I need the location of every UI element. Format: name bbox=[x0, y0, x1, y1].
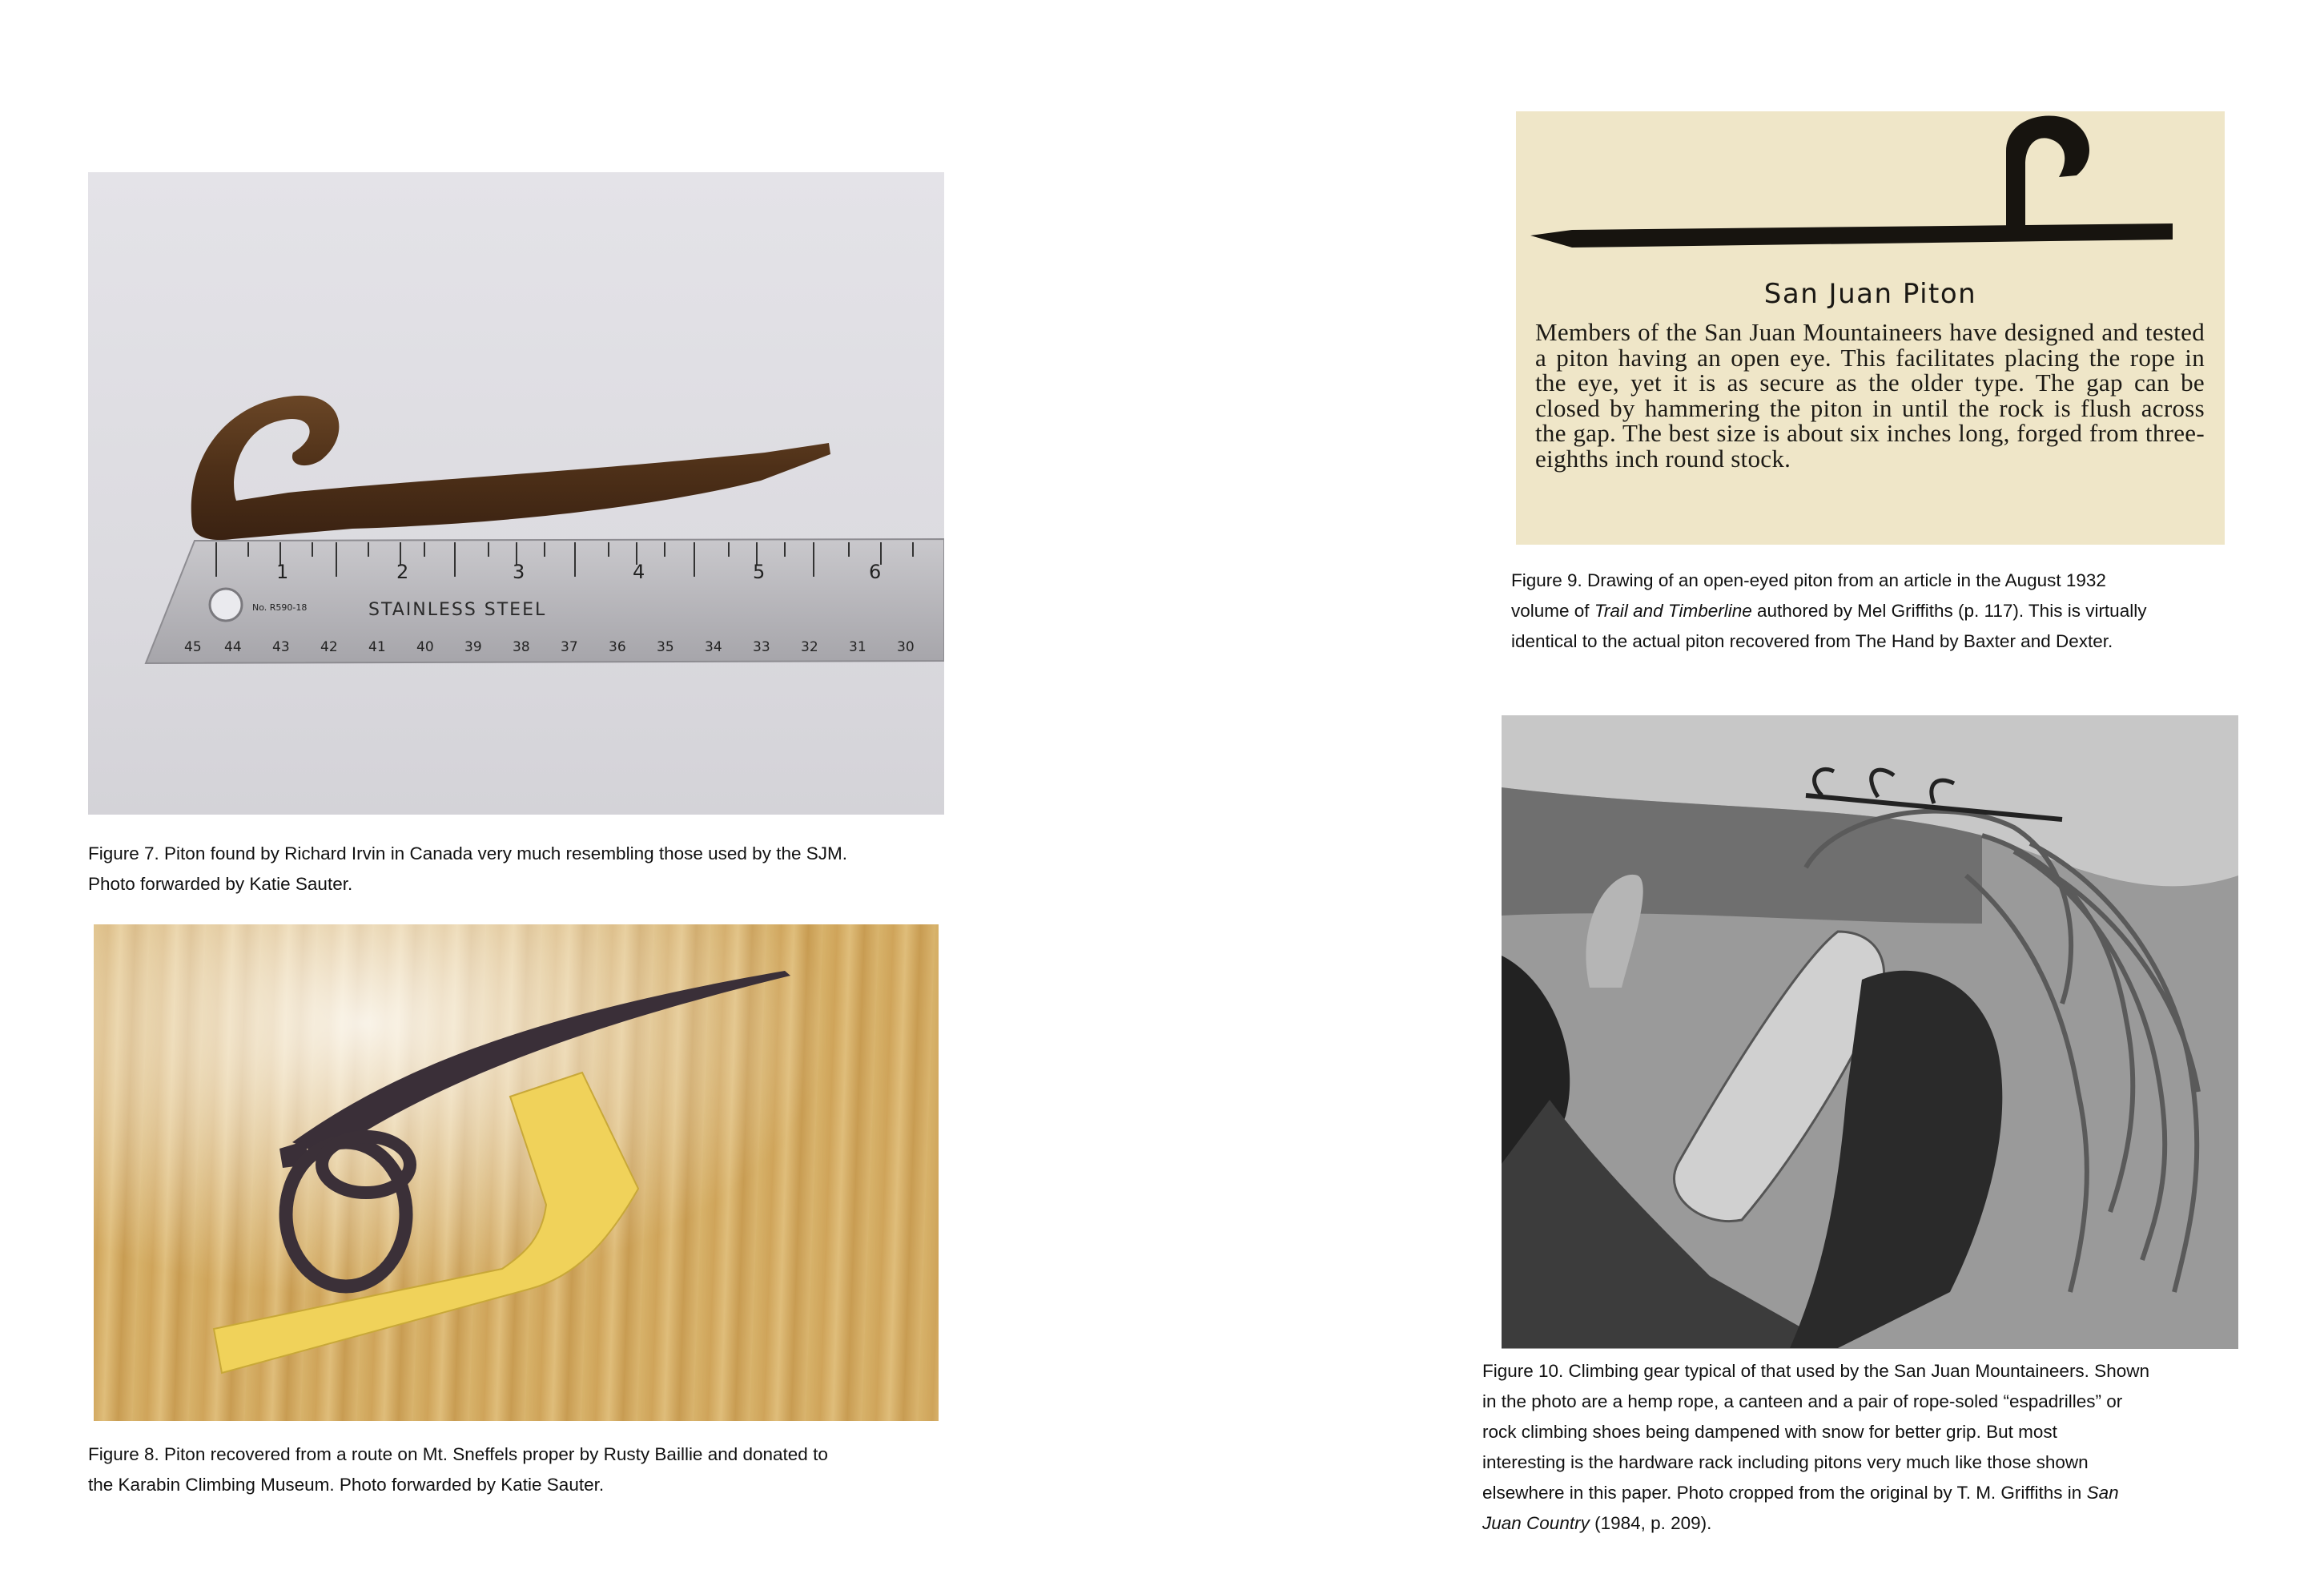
svg-text:41: 41 bbox=[368, 639, 386, 655]
caption-line: Figure 8. Piton recovered from a route on Mt. Sneffels proper by Rusty Baillie and donated to bbox=[88, 1444, 828, 1464]
caption-line: interesting is the hardware rack including pitons very much like those shown bbox=[1482, 1452, 2089, 1472]
caption-text: volume of bbox=[1511, 601, 1594, 621]
caption-italic: Juan Country bbox=[1482, 1513, 1590, 1533]
drawn-piton-shaft bbox=[1530, 223, 2173, 248]
piton-ruler-illustration bbox=[88, 172, 944, 815]
drawing-text: Members of the San Juan Mountaineers have designed and tested a piton having an open eye. This facilitates placing the rope in the eye, yet it is as secure as the older type. The gap can be closed by hammering the piton in until the rock is flush across the gap. The best size is about six inches long, forged from three-eighths inch round stock. bbox=[1535, 318, 2205, 473]
figure-9-photo bbox=[1516, 111, 2225, 545]
svg-text:5: 5 bbox=[753, 561, 766, 583]
svg-text:33: 33 bbox=[753, 639, 770, 655]
svg-text:36: 36 bbox=[609, 639, 626, 655]
figure-8-caption bbox=[88, 1439, 969, 1500]
svg-text:6: 6 bbox=[869, 561, 882, 583]
climbing-gear-illustration bbox=[1502, 715, 2238, 1349]
caption-line bbox=[1482, 1478, 2275, 1508]
piton-tag-illustration bbox=[94, 924, 939, 1421]
caption-text: (1984, p. 209). bbox=[1589, 1513, 1712, 1533]
figure-10-caption bbox=[1482, 1356, 2275, 1539]
svg-text:34: 34 bbox=[705, 639, 722, 655]
figure-8-photo bbox=[94, 924, 939, 1421]
caption-line bbox=[1511, 596, 2264, 626]
caption-text: authored by Mel Griffiths (p. 117). This is virtually bbox=[1751, 601, 2147, 621]
svg-text:43: 43 bbox=[272, 639, 290, 655]
figure-10-photo bbox=[1502, 715, 2238, 1349]
caption-line: Figure 10. Climbing gear typical of that used by the San Juan Mountaineers. Shown bbox=[1482, 1361, 2149, 1381]
figure-9-caption bbox=[1511, 566, 2264, 657]
drawing-title: San Juan Piton bbox=[1763, 278, 1977, 310]
svg-text:32: 32 bbox=[801, 639, 818, 655]
caption-text: elsewhere in this paper. Photo cropped from the original by T. M. Griffiths in bbox=[1482, 1483, 2087, 1503]
svg-text:44: 44 bbox=[224, 639, 242, 655]
right-page bbox=[1162, 0, 2324, 1594]
caption-line: in the photo are a hemp rope, a canteen and a pair of rope-soled “espadrilles” or bbox=[1482, 1391, 2123, 1411]
caption-italic: San bbox=[2086, 1483, 2119, 1503]
caption-italic: Trail and Timberline bbox=[1594, 601, 1752, 621]
svg-text:31: 31 bbox=[849, 639, 866, 655]
caption-line: Figure 7. Piton found by Richard Irvin in Canada very much resembling those used by the SJM. bbox=[88, 843, 847, 863]
caption-line: identical to the actual piton recovered from The Hand by Baxter and Dexter. bbox=[1511, 631, 2113, 651]
svg-text:2: 2 bbox=[396, 561, 409, 583]
svg-text:38: 38 bbox=[513, 639, 530, 655]
svg-text:3: 3 bbox=[513, 561, 525, 583]
figure-7-photo bbox=[88, 172, 944, 815]
drawn-piton-eye bbox=[2006, 116, 2089, 231]
figure-7-caption bbox=[88, 839, 985, 900]
caption-line bbox=[1482, 1508, 2275, 1539]
svg-text:30: 30 bbox=[897, 639, 915, 655]
caption-line: Figure 9. Drawing of an open-eyed piton from an article in the August 1932 bbox=[1511, 570, 2106, 590]
svg-text:4: 4 bbox=[633, 561, 645, 583]
svg-text:37: 37 bbox=[561, 639, 578, 655]
piton-shape bbox=[191, 396, 830, 540]
svg-text:35: 35 bbox=[657, 639, 674, 655]
svg-text:42: 42 bbox=[320, 639, 338, 655]
caption-line: the Karabin Climbing Museum. Photo forwarded by Katie Sauter. bbox=[88, 1475, 605, 1495]
ruler-brand-label: No. R590-18 bbox=[252, 602, 308, 613]
caption-line: Photo forwarded by Katie Sauter. bbox=[88, 874, 353, 894]
ruler-hole bbox=[210, 589, 242, 621]
svg-text:39: 39 bbox=[464, 639, 482, 655]
svg-text:45: 45 bbox=[184, 639, 202, 655]
caption-line: rock climbing shoes being dampened with snow for better grip. But most bbox=[1482, 1422, 2057, 1442]
svg-text:40: 40 bbox=[416, 639, 434, 655]
svg-text:1: 1 bbox=[276, 561, 289, 583]
ruler-stainless-label: STAINLESS STEEL bbox=[368, 600, 547, 620]
